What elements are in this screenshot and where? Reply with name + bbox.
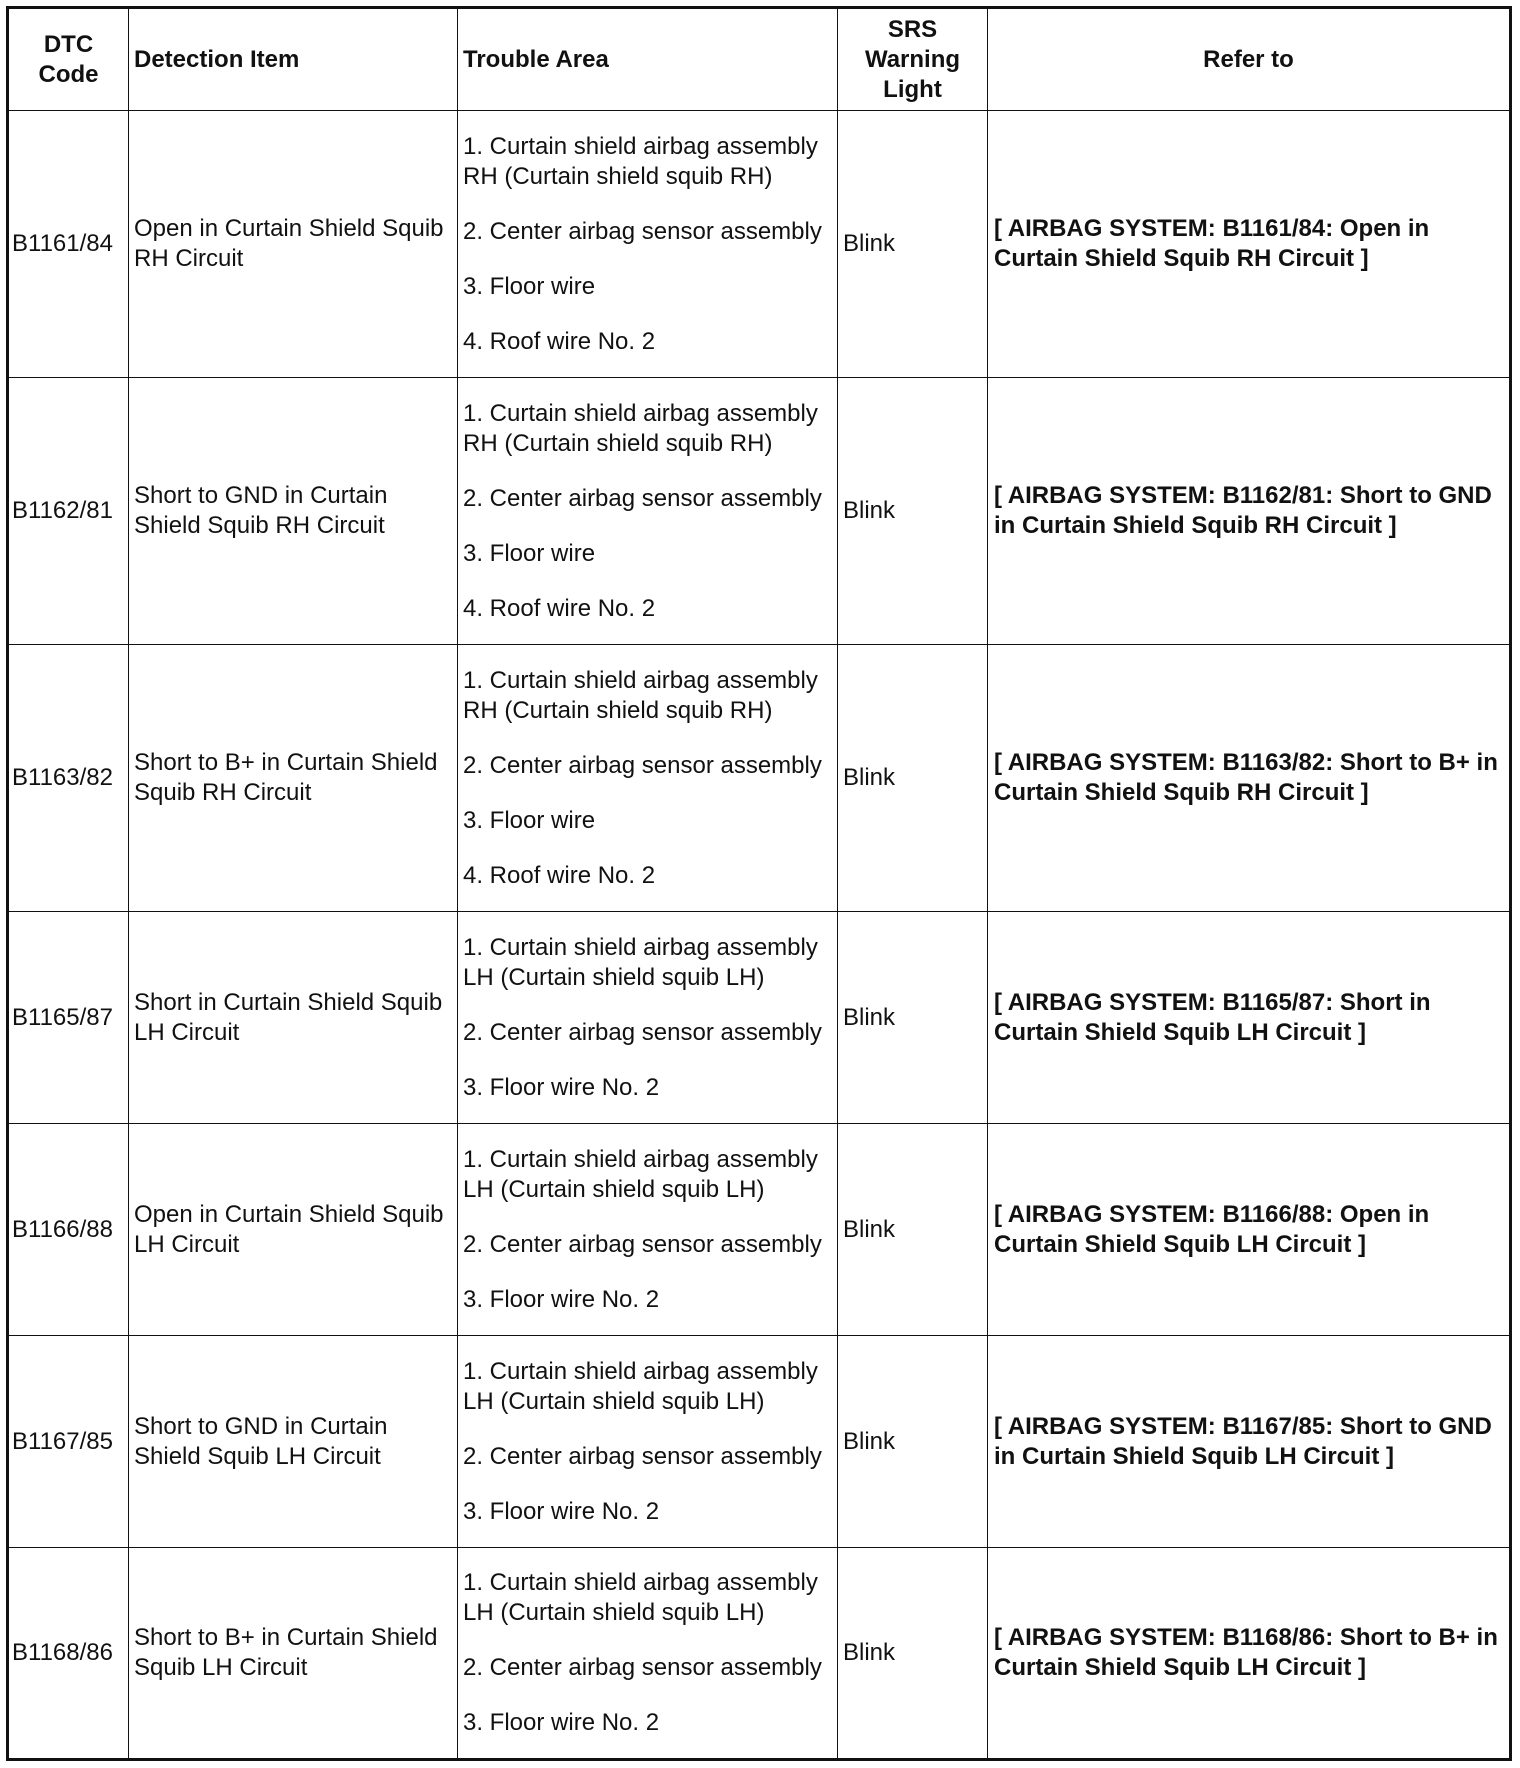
- trouble-area-cell: [458, 378, 838, 645]
- trouble-area-item: 2. Center airbag sensor assembly: [463, 217, 822, 245]
- trouble-area-item: 4. Roof wire No. 2: [463, 327, 656, 355]
- trouble-area-cell: [458, 1548, 838, 1760]
- trouble-area-item: 3. Floor wire: [463, 806, 596, 834]
- dtc-table: [6, 6, 1512, 1761]
- detection-item-cell: Open in Curtain Shield Squib LH Circuit: [129, 1124, 458, 1336]
- trouble-area-item: 2. Center airbag sensor assembly: [463, 1442, 822, 1470]
- trouble-area-cell: [458, 1124, 838, 1336]
- table-row: [8, 378, 1511, 645]
- dtc-code-cell: B1163/82: [8, 645, 129, 912]
- detection-item-cell: Short to B+ in Curtain Shield Squib LH Circuit: [129, 1548, 458, 1760]
- header-srs-warning-light: SRS Warning Light: [838, 8, 988, 111]
- dtc-code-cell: B1167/85: [8, 1336, 129, 1548]
- refer-to-link[interactable]: [ AIRBAG SYSTEM: B1168/86: Short to B+ in Curtain Shield Squib LH Circuit ]: [988, 1548, 1511, 1760]
- trouble-area-cell: [458, 111, 838, 378]
- trouble-area-cell: [458, 1336, 838, 1548]
- table-row: [8, 1336, 1511, 1548]
- header-refer-to: Refer to: [988, 8, 1511, 111]
- trouble-area-item: 1. Curtain shield airbag assembly LH (Curtain shield squib LH): [463, 1569, 818, 1626]
- srs-warning-light-cell: Blink: [838, 1336, 988, 1548]
- header-dtc-code: DTC Code: [8, 8, 129, 111]
- srs-warning-light-cell: Blink: [838, 111, 988, 378]
- dtc-code-cell: B1162/81: [8, 378, 129, 645]
- trouble-area-item: 3. Floor wire No. 2: [463, 1709, 660, 1736]
- header-detection-item: Detection Item: [129, 8, 458, 111]
- refer-to-link[interactable]: [ AIRBAG SYSTEM: B1162/81: Short to GND in Curtain Shield Squib RH Circuit ]: [988, 378, 1511, 645]
- detection-item-cell: Short to GND in Curtain Shield Squib RH Circuit: [129, 378, 458, 645]
- srs-warning-light-cell: Blink: [838, 912, 988, 1124]
- srs-warning-light-cell: Blink: [838, 1548, 988, 1760]
- trouble-area-item: 1. Curtain shield airbag assembly RH (Curtain shield squib RH): [463, 666, 818, 724]
- table-row: [8, 111, 1511, 378]
- trouble-area-item: 1. Curtain shield airbag assembly LH (Curtain shield squib LH): [463, 933, 818, 991]
- table-row: [8, 912, 1511, 1124]
- trouble-area-item: 1. Curtain shield airbag assembly LH (Curtain shield squib LH): [463, 1145, 818, 1203]
- trouble-area-item: 2. Center airbag sensor assembly: [463, 1654, 822, 1681]
- refer-to-link[interactable]: [ AIRBAG SYSTEM: B1167/85: Short to GND in Curtain Shield Squib LH Circuit ]: [988, 1336, 1511, 1548]
- trouble-area-item: 3. Floor wire: [463, 272, 596, 300]
- dtc-code-cell: B1168/86: [8, 1548, 129, 1760]
- dtc-code-cell: B1166/88: [8, 1124, 129, 1336]
- trouble-area-item: 3. Floor wire No. 2: [463, 1285, 660, 1313]
- trouble-area-item: 4. Roof wire No. 2: [463, 861, 656, 889]
- refer-to-link[interactable]: [ AIRBAG SYSTEM: B1166/88: Open in Curtain Shield Squib LH Circuit ]: [988, 1124, 1511, 1336]
- trouble-area-item: 1. Curtain shield airbag assembly RH (Curtain shield squib RH): [463, 399, 818, 457]
- trouble-area-item: 2. Center airbag sensor assembly: [463, 1230, 822, 1258]
- header-trouble-area: Trouble Area: [458, 8, 838, 111]
- trouble-area-item: 1. Curtain shield airbag assembly RH (Curtain shield squib RH): [463, 132, 818, 190]
- trouble-area-item: 3. Floor wire No. 2: [463, 1497, 660, 1525]
- trouble-area-item: 2. Center airbag sensor assembly: [463, 751, 822, 779]
- refer-to-link[interactable]: [ AIRBAG SYSTEM: B1163/82: Short to B+ in Curtain Shield Squib RH Circuit ]: [988, 645, 1511, 912]
- trouble-area-item: 3. Floor wire: [463, 539, 596, 567]
- detection-item-cell: Open in Curtain Shield Squib RH Circuit: [129, 111, 458, 378]
- detection-item-cell: Short to GND in Curtain Shield Squib LH Circuit: [129, 1336, 458, 1548]
- dtc-code-cell: B1161/84: [8, 111, 129, 378]
- trouble-area-item: 1. Curtain shield airbag assembly LH (Curtain shield squib LH): [463, 1357, 818, 1415]
- trouble-area-item: 4. Roof wire No. 2: [463, 594, 656, 622]
- dtc-code-cell: B1165/87: [8, 912, 129, 1124]
- srs-warning-light-cell: Blink: [838, 378, 988, 645]
- refer-to-link[interactable]: [ AIRBAG SYSTEM: B1161/84: Open in Curtain Shield Squib RH Circuit ]: [988, 111, 1511, 378]
- detection-item-cell: Short in Curtain Shield Squib LH Circuit: [129, 912, 458, 1124]
- refer-to-link[interactable]: [ AIRBAG SYSTEM: B1165/87: Short in Curtain Shield Squib LH Circuit ]: [988, 912, 1511, 1124]
- detection-item-cell: Short to B+ in Curtain Shield Squib RH Circuit: [129, 645, 458, 912]
- trouble-area-item: 2. Center airbag sensor assembly: [463, 1018, 822, 1046]
- trouble-area-item: 3. Floor wire No. 2: [463, 1073, 660, 1101]
- table-row: [8, 1124, 1511, 1336]
- srs-warning-light-cell: Blink: [838, 645, 988, 912]
- trouble-area-cell: [458, 912, 838, 1124]
- trouble-area-cell: [458, 645, 838, 912]
- srs-warning-light-cell: Blink: [838, 1124, 988, 1336]
- table-row: [8, 645, 1511, 912]
- trouble-area-item: 2. Center airbag sensor assembly: [463, 484, 822, 512]
- header-row: [8, 8, 1511, 111]
- table-row: [8, 1548, 1511, 1760]
